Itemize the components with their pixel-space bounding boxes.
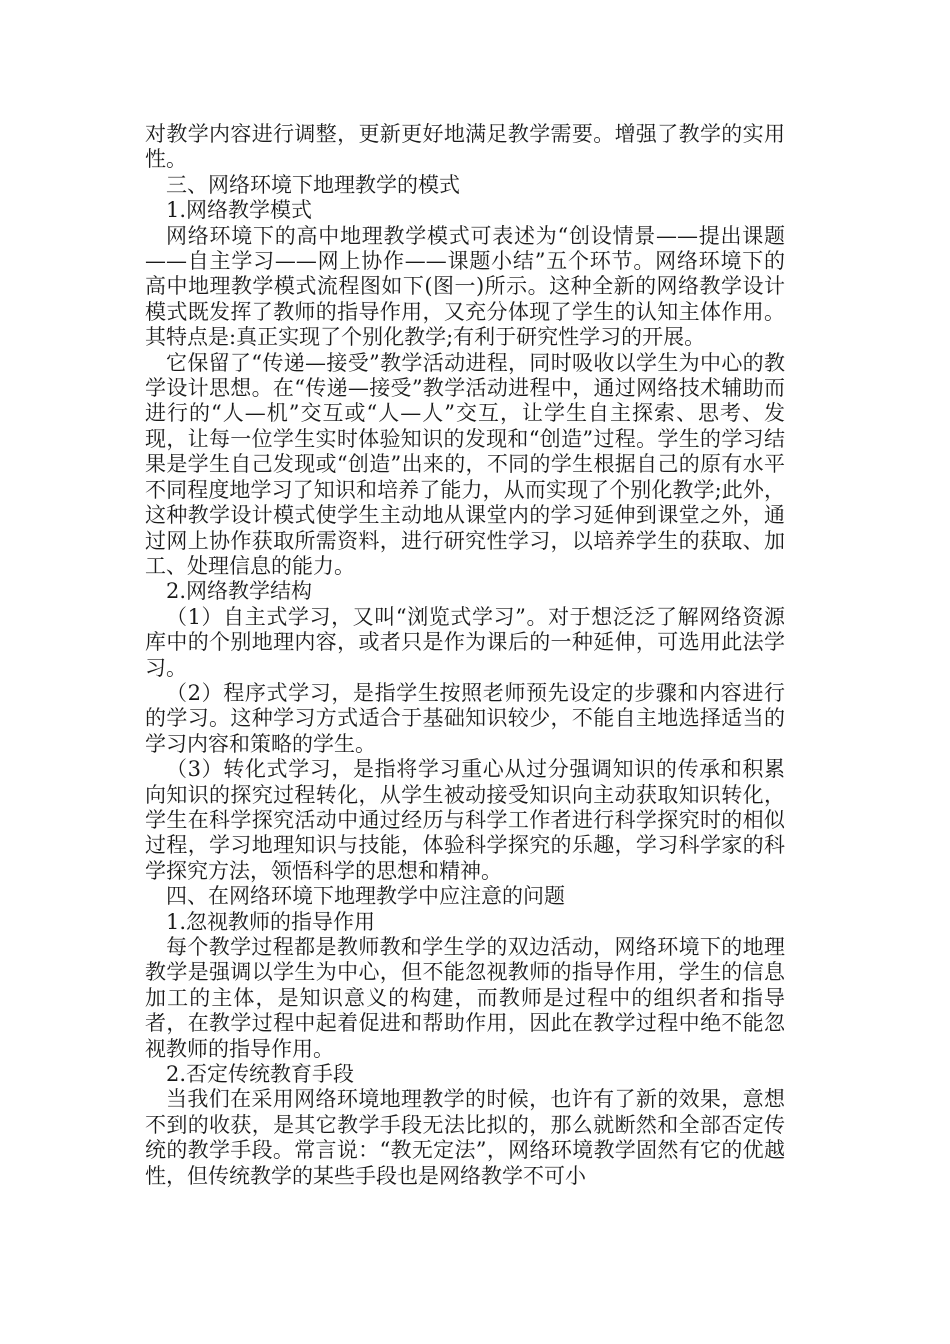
section-heading-3: 三、网络环境下地理教学的模式 (166, 172, 460, 197)
paragraph-continuation: 对教学内容进行调整，更新更好地满足教学需要。增强了教学的实用性。 (145, 122, 785, 172)
list-item-transformative-learning: （3）转化式学习，是指将学习重心从过分强调知识的传承和积累向知识的探究过程转化，从学生被动接受知识向主动获取知识转化，学生在科学探究活动中通过经历与科学工作者进行科学探究时的相似过程，学习地理知识与技能，体验科学探究的乐趣，学习科学家的科学探究方法，领悟科学的思想和精神。 (145, 757, 785, 883)
paragraph-mode-features: 它保留了“传递—接受”教学活动进程，同时吸收以学生为中心的教学设计思想。在“传递—接受”教学活动进程中，通过网络技术辅助而进行的“人—机”交互或“人—人”交互，让学生自主探索、思考、发现，让每一位学生实时体验知识的发现和“创造”过程。学生的学习结果是学生自己发现或“创造”出来的，不同的学生根据自己的原有水平不同程度地学习了知识和培养了能力，从而实现了个别化教学;此外，这种教学设计模式使学生主动地从课堂内的学习延伸到课堂之外，通过网上协作获取所需资料，进行研究性学习，以培养学生的获取、加工、处理信息的能力。 (145, 350, 785, 578)
subheading-network-teaching-structure: 2.网络教学结构 (166, 579, 313, 604)
list-item-self-directed-learning: （1）自主式学习，又叫“浏览式学习”。对于想泛泛了解网络资源库中的个别地理内容，或者只是作为课后的一种延伸，可选用此法学习。 (145, 604, 785, 680)
list-item-programmed-learning: （2）程序式学习，是指学生按照老师预先设定的步骤和内容进行的学习。这种学习方式适合于基础知识较少，不能自主地选择适当的学习内容和策略的学生。 (145, 680, 785, 756)
paragraph-teacher-guidance: 每个教学过程都是教师教和学生学的双边活动，网络环境下的地理教学是强调以学生为中心，但不能忽视教师的指导作用，学生的信息加工的主体，是知识意义的构建，而教师是过程中的组织者和指导者，在教学过程中起着促进和帮助作用，因此在教学过程中绝不能忽视教师的指导作用。 (145, 935, 785, 1061)
subheading-network-teaching-mode: 1.网络教学模式 (166, 198, 313, 223)
subheading-traditional-methods: 2.否定传统教育手段 (166, 1062, 355, 1087)
document-body (145, 122, 785, 1189)
paragraph-traditional-methods: 当我们在采用网络环境地理教学的时候，也许有了新的效果，意想不到的收获，是其它教学手段无法比拟的，那么就断然和全部否定传统的教学手段。常言说：“教无定法”，网络环境教学固然有它的优越性，但传统教学的某些手段也是网络教学不可小 (145, 1087, 785, 1188)
section-heading-4: 四、在网络环境下地理教学中应注意的问题 (166, 884, 565, 909)
subheading-teacher-guidance: 1.忽视教师的指导作用 (166, 909, 376, 934)
paragraph-mode-description: 网络环境下的高中地理教学模式可表述为“创设情景——提出课题——自主学习——网上协作——课题小结”五个环节。网络环境下的高中地理教学模式流程图如下(图一)所示。这种全新的网络教学设计模式既发挥了教师的指导作用，又充分体现了学生的认知主体作用。其特点是:真正实现了个别化教学;有利于研究性学习的开展。 (145, 223, 785, 350)
